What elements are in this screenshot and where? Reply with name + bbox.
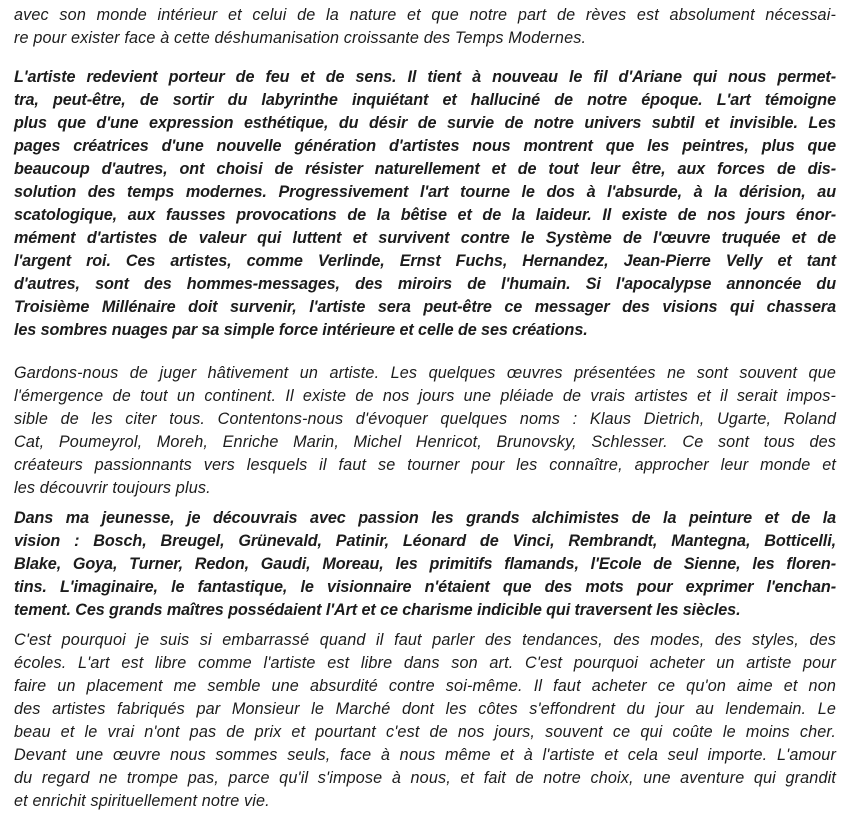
text-line: solution des temps modernes. Progressivement l'art tourne le dos à l'absurde, à la dérision, au (14, 183, 836, 201)
text-line: re pour exister face à cette déshumanisation croissante des Temps Modernes. (14, 29, 587, 47)
text-line: et enrichit spirituellement notre vie. (14, 792, 270, 810)
text-line: l'émergence de tout un continent. Il existe de nos jours une pléiade de vrais artistes et il serait impos- (14, 387, 836, 405)
text-line: écoles. L'art est libre comme l'artiste est libre dans son art. C'est pourquoi acheter un artiste pour (14, 654, 836, 672)
text-line: scatologique, aux fausses provocations de la bêtise et de la laideur. Il existe de nos jours énor- (14, 206, 836, 224)
text-line: les découvrir toujours plus. (14, 479, 211, 497)
paragraph-artist-bearer-of-fire (14, 66, 836, 342)
text-line: créateurs passionnants vers lesquels il faut se tourner pour les connaître, approcher leur monde et (14, 456, 836, 474)
text-line: beaucoup d'autres, ont choisi de résister naturellement et de tout leur être, aux forces de dis- (14, 160, 836, 178)
text-line: tement. Ces grands maîtres possédaient l'Art et ce charisme indicible qui traversent les siècles. (14, 601, 741, 619)
text-line: Troisième Millénaire doit survenir, l'artiste sera peut-être ce messager des visions qui chassera (14, 298, 836, 316)
text-line: Gardons-nous de juger hâtivement un artiste. Les quelques œuvres présentées ne sont souvent que (14, 364, 836, 382)
paragraph-judging-artists (14, 362, 836, 500)
paragraph-art-is-free (14, 629, 836, 813)
text-line: mément d'artistes de valeur qui luttent et survivent contre le Système de l'œuvre truquée et de (14, 229, 836, 247)
text-line: pages créatrices d'une nouvelle génération d'artistes nous montrent que les peintres, plus que (14, 137, 836, 155)
text-line: vision : Bosch, Breugel, Grünevald, Patinir, Léonard de Vinci, Rembrandt, Mantegna, Botticelli, (14, 532, 836, 550)
text-line: faire un placement me semble une absurdité contre soi-même. Il faut acheter ce qu'on aime et non (14, 677, 836, 695)
paragraph-youth-masters (14, 507, 836, 622)
text-line: C'est pourquoi je suis si embarrassé quand il faut parler des tendances, des modes, des styles, des (14, 631, 836, 649)
text-line: d'autres, sont des hommes-messages, des miroirs de l'humain. Si l'apocalypse annoncée du (14, 275, 836, 293)
text-line: du regard ne trompe pas, parce qu'il s'impose à nous, et fait de notre choix, une aventure qui grandit (14, 769, 836, 787)
text-line: Cat, Poumeyrol, Moreh, Enriche Marin, Michel Henricot, Brunovsky, Schlesser. Ce sont tous des (14, 433, 836, 451)
text-line: plus que d'une expression esthétique, du désir de survie de notre univers subtil et invisible. Les (14, 114, 836, 132)
text-line: l'argent roi. Ces artistes, comme Verlinde, Ernst Fuchs, Hernandez, Jean-Pierre Velly et tant (14, 252, 836, 270)
text-line: avec son monde intérieur et celui de la nature et que notre part de rèves est absolument nécessai- (14, 6, 836, 24)
text-line: Blake, Goya, Turner, Redon, Gaudi, Moreau, les primitifs flamands, l'Ecole de Sienne, les floren- (14, 555, 836, 573)
text-line: Devant une œuvre nous sommes seuls, face à nous même et à l'artiste et cela seul importe. L'amour (14, 746, 836, 764)
paragraph-intro-continuation (14, 4, 836, 50)
text-line: L'artiste redevient porteur de feu et de sens. Il tient à nouveau le fil d'Ariane qui nous permet- (14, 68, 836, 86)
text-line: beau et le vrai n'ont pas de prix et pourtant c'est de nos jours, souvent ce qui coûte le moins cher. (14, 723, 836, 741)
text-line: sible de les citer tous. Contentons-nous d'évoquer quelques noms : Klaus Dietrich, Ugarte, Roland (14, 410, 836, 428)
text-line: Dans ma jeunesse, je découvrais avec passion les grands alchimistes de la peinture et de la (14, 509, 836, 527)
text-line: tra, peut-être, de sortir du labyrinthe inquiétant et halluciné de notre époque. L'art témoigne (14, 91, 836, 109)
text-line: des artistes fabriqués par Monsieur le Marché dont les côtes s'effondrent du jour au lendemain. Le (14, 700, 836, 718)
text-line: les sombres nuages par sa simple force intérieure et celle de ses créations. (14, 321, 588, 339)
text-line: tins. L'imaginaire, le fantastique, le visionnaire n'étaient que des mots pour exprimer l'enchan- (14, 578, 836, 596)
